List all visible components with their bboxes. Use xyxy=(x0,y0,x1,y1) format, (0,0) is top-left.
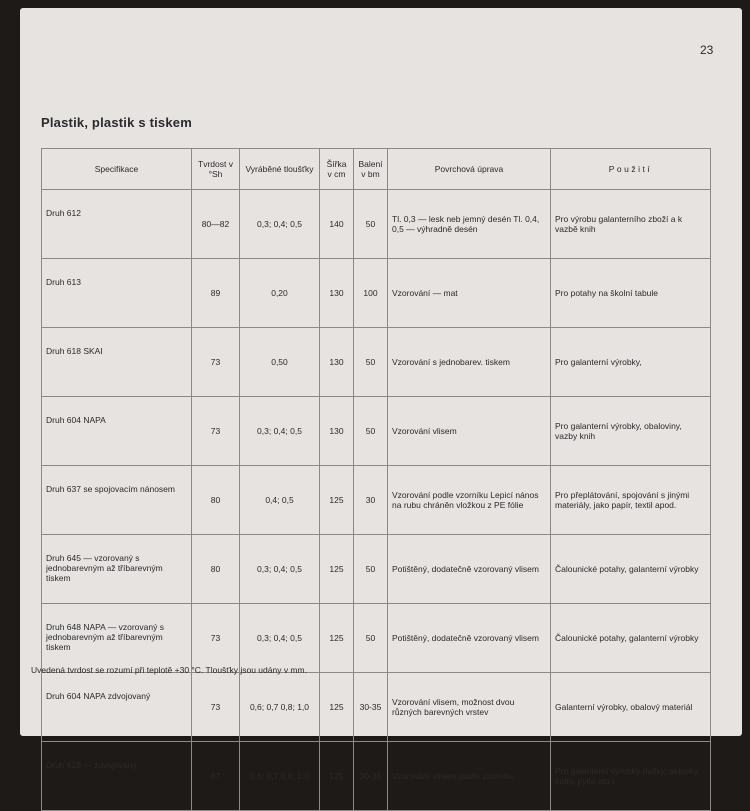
section-title: Plastik, plastik s tiskem xyxy=(41,115,192,130)
cell-spec: Druh 619 — zdvojovaný xyxy=(42,742,192,811)
cell-tloustky: 0,6; 0,7 0,8; 1,0 xyxy=(240,742,320,811)
cell-baleni: 30-35 xyxy=(354,673,388,742)
header-povrch: Povrchová úprava xyxy=(388,149,551,190)
table-row xyxy=(42,466,711,535)
cell-tvrdost: 73 xyxy=(192,673,240,742)
cell-povrch: Potištěný, dodatečně vzorovaný vlisem xyxy=(388,604,551,673)
cell-spec: Druh 604 NAPA zdvojovaný xyxy=(42,673,192,742)
cell-tvrdost: 89 xyxy=(192,259,240,328)
cell-tvrdost: 73 xyxy=(192,397,240,466)
cell-pouziti: Pro galanterní výrobky, obaloviny, vazby knih xyxy=(551,397,711,466)
header-pouziti: Použití xyxy=(551,149,711,190)
cell-pouziti: Pro přeplátování, spojování s jinými materiály, jako papír, textil apod. xyxy=(551,466,711,535)
cell-spec: Druh 613 xyxy=(42,259,192,328)
cell-pouziti: Pro potahy na školní tabule xyxy=(551,259,711,328)
cell-spec: Druh 604 NAPA xyxy=(42,397,192,466)
cell-sirka: 125 xyxy=(320,673,354,742)
cell-tloustky: 0,3; 0,4; 0,5 xyxy=(240,397,320,466)
cell-tloustky: 0,4; 0,5 xyxy=(240,466,320,535)
cell-baleni: 50 xyxy=(354,604,388,673)
specification-table xyxy=(41,148,711,811)
cell-povrch: Vzorování vlisem, možnost dvou různých barevných vrstev xyxy=(388,673,551,742)
cell-povrch: Vzorování vlisem podle vzorníku xyxy=(388,742,551,811)
table-row xyxy=(42,397,711,466)
cell-pouziti: Pro výrobu galanterního zboží a k vazbě knih xyxy=(551,190,711,259)
cell-pouziti: Pro galanterní výrobky, xyxy=(551,328,711,397)
table-row xyxy=(42,190,711,259)
cell-pouziti: Čalounické potahy, galanterní výrobky xyxy=(551,535,711,604)
cell-spec: Druh 637 se spojovacím nánosem xyxy=(42,466,192,535)
table-row xyxy=(42,673,711,742)
header-sirka: Šířka v cm xyxy=(320,149,354,190)
cell-sirka: 130 xyxy=(320,259,354,328)
cell-povrch: Vzorování s jednobarev. tiskem xyxy=(388,328,551,397)
cell-tloustky: 0,6; 0,7 0,8; 1,0 xyxy=(240,673,320,742)
cell-tloustky: 0,3; 0,4; 0,5 xyxy=(240,535,320,604)
cell-sirka: 125 xyxy=(320,604,354,673)
cell-tvrdost: 80 xyxy=(192,535,240,604)
table-row xyxy=(42,604,711,673)
table-row xyxy=(42,535,711,604)
header-baleni: Balení v bm xyxy=(354,149,388,190)
cell-baleni: 30-35 xyxy=(354,742,388,811)
cell-tvrdost: 67 xyxy=(192,742,240,811)
cell-sirka: 130 xyxy=(320,328,354,397)
table-header-row xyxy=(42,149,711,190)
cell-baleni: 50 xyxy=(354,190,388,259)
cell-spec: Druh 648 NAPA — vzorovaný s jednobarevným až tříbarevným tiskem xyxy=(42,604,192,673)
cell-sirka: 130 xyxy=(320,397,354,466)
cell-pouziti: Čalounické potahy, galanterní výrobky xyxy=(551,604,711,673)
cell-tvrdost: 73 xyxy=(192,328,240,397)
cell-baleni: 50 xyxy=(354,328,388,397)
cell-tvrdost: 80 xyxy=(192,466,240,535)
cell-spec: Druh 612 xyxy=(42,190,192,259)
table-row xyxy=(42,742,711,811)
cell-sirka: 125 xyxy=(320,466,354,535)
cell-tvrdost: 73 xyxy=(192,604,240,673)
cell-spec: Druh 618 SKAI xyxy=(42,328,192,397)
table-row xyxy=(42,328,711,397)
cell-tloustky: 0,50 xyxy=(240,328,320,397)
cell-baleni: 30 xyxy=(354,466,388,535)
cell-povrch: Potištěný, dodatečně vzorovaný vlisem xyxy=(388,535,551,604)
cell-pouziti: Pro galanterní výrobky (tašky, aktovky, kufry, pytle atp.) xyxy=(551,742,711,811)
cell-baleni: 50 xyxy=(354,397,388,466)
cell-tloustky: 0,3; 0,4; 0,5 xyxy=(240,190,320,259)
cell-tloustky: 0,3; 0,4; 0,5 xyxy=(240,604,320,673)
cell-povrch: Vzorování vlisem xyxy=(388,397,551,466)
cell-sirka: 140 xyxy=(320,190,354,259)
cell-povrch: Tl. 0,3 — lesk neb jemný desén Tl. 0,4, 0,5 — výhradně desén xyxy=(388,190,551,259)
cell-baleni: 100 xyxy=(354,259,388,328)
cell-baleni: 50 xyxy=(354,535,388,604)
cell-povrch: Vzorování podle vzorníku Lepicí nános na rubu chráněn vložkou z PE fólie xyxy=(388,466,551,535)
page-number: 23 xyxy=(700,43,714,57)
footnote: Uvedená tvrdost se rozumí při teplotě +30 °C. Tloušťky jsou udány v mm. xyxy=(31,665,307,675)
header-tloustky: Vyráběné tloušťky xyxy=(240,149,320,190)
cell-povrch: Vzorování — mat xyxy=(388,259,551,328)
cell-spec: Druh 645 — vzorovaný s jednobarevným až tříbarevným tiskem xyxy=(42,535,192,604)
cell-pouziti: Galanterní výrobky, obalový materiál xyxy=(551,673,711,742)
table-row xyxy=(42,259,711,328)
cell-tvrdost: 80—82 xyxy=(192,190,240,259)
cell-sirka: 125 xyxy=(320,535,354,604)
cell-sirka: 125 xyxy=(320,742,354,811)
header-tvrdost: Tvrdost v °Sh xyxy=(192,149,240,190)
cell-tloustky: 0,20 xyxy=(240,259,320,328)
header-spec: Specifikace xyxy=(42,149,192,190)
